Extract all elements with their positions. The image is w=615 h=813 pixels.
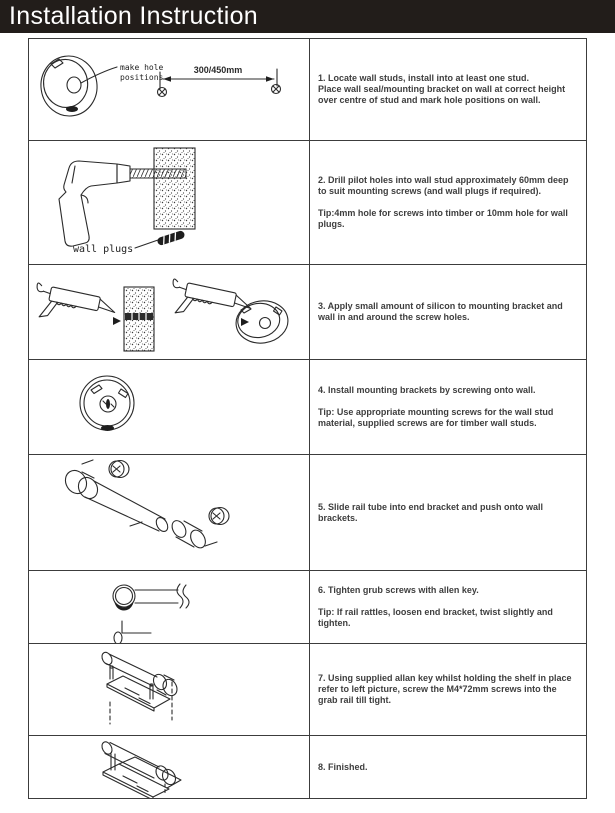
step-row-6 [29, 571, 586, 644]
step-tip: Tip: If rail rattles, loosen end bracket, twist slightly and tighten. [318, 607, 553, 628]
dimension-label: 300/450mm [193, 65, 243, 75]
text-cell [310, 141, 586, 264]
text-cell [310, 455, 586, 570]
text-cell [310, 571, 586, 643]
illustration-cell [29, 360, 310, 454]
step-text: 1. Locate wall studs, install into at least one stud. [318, 73, 530, 83]
step-text: 3. Apply small amount of silicon to mounting bracket and wall in and around the screw holes. [318, 301, 563, 322]
step-text: 7. Using supplied allan key whilst holding the shelf in place refer to left picture, screw the M4*72mm screws into the grab rail till tight. [318, 673, 572, 705]
text-cell [310, 265, 586, 359]
step-tip: Tip: Use appropriate mounting screws for the wall stud material, supplied screws are for timber wall studs. [318, 407, 554, 428]
text-cell [310, 644, 586, 735]
step-tip: Tip:4mm hole for screws into timber or 10mm hole for wall plugs. [318, 208, 568, 229]
text-cell [310, 360, 586, 454]
allen-key-diagram [29, 571, 309, 643]
page-title: Installation Instruction [9, 2, 258, 30]
step-text: Place wall seal/mounting bracket on wall at correct height over centre of stud and mark hole positions on wall. [318, 84, 566, 105]
caulk-gun-icon [31, 283, 118, 332]
step-row-2 [29, 141, 586, 265]
step-text: 8. Finished. [318, 761, 368, 772]
step-text: 2. Drill pilot holes into wall stud approximately 60mm deep to suit mounting screws (and wall plugs if required). [318, 175, 569, 196]
step-row-3 [29, 265, 586, 360]
step-row-4 [29, 360, 586, 455]
finished-product-diagram [29, 736, 309, 798]
silicon-gun-diagram [29, 265, 309, 359]
text-cell [310, 736, 586, 798]
drill-diagram [29, 141, 309, 264]
caulk-gun-icon [167, 279, 254, 328]
step-text: 5. Slide rail tube into end bracket and push onto wall brackets. [318, 501, 544, 523]
illustration-cell [29, 644, 310, 735]
wall-plugs-label: wall plugs [73, 244, 134, 255]
illustration-cell [29, 265, 310, 359]
illustration-cell [29, 141, 310, 264]
wall-bracket-disc [209, 508, 229, 525]
wall-seal-marking-diagram [29, 39, 309, 140]
wall-bracket-disc [109, 461, 129, 478]
wall-plug-icon [156, 230, 185, 246]
step-row-1 [29, 39, 586, 141]
instruction-table [28, 38, 587, 799]
screw-mark-left [158, 88, 167, 97]
make-hole-label: make hole [120, 63, 164, 72]
illustration-cell [29, 39, 310, 140]
step-text: 4. Install mounting brackets by screwing onto wall. [318, 385, 536, 395]
rail-assembly-diagram [29, 455, 309, 570]
shelf-screws-diagram [29, 644, 309, 735]
text-cell [310, 39, 586, 140]
app-header [0, 0, 615, 33]
mounting-bracket-diagram [29, 360, 309, 454]
illustration-cell [29, 736, 310, 798]
step-row-8 [29, 736, 586, 798]
illustration-cell [29, 455, 310, 570]
positions-label: positions [120, 73, 164, 82]
step-row-7 [29, 644, 586, 736]
step-row-5 [29, 455, 586, 571]
illustration-cell [29, 571, 310, 643]
step-text: 6. Tighten grub screws with allen key. [318, 585, 479, 595]
screw-mark-right [272, 85, 281, 94]
